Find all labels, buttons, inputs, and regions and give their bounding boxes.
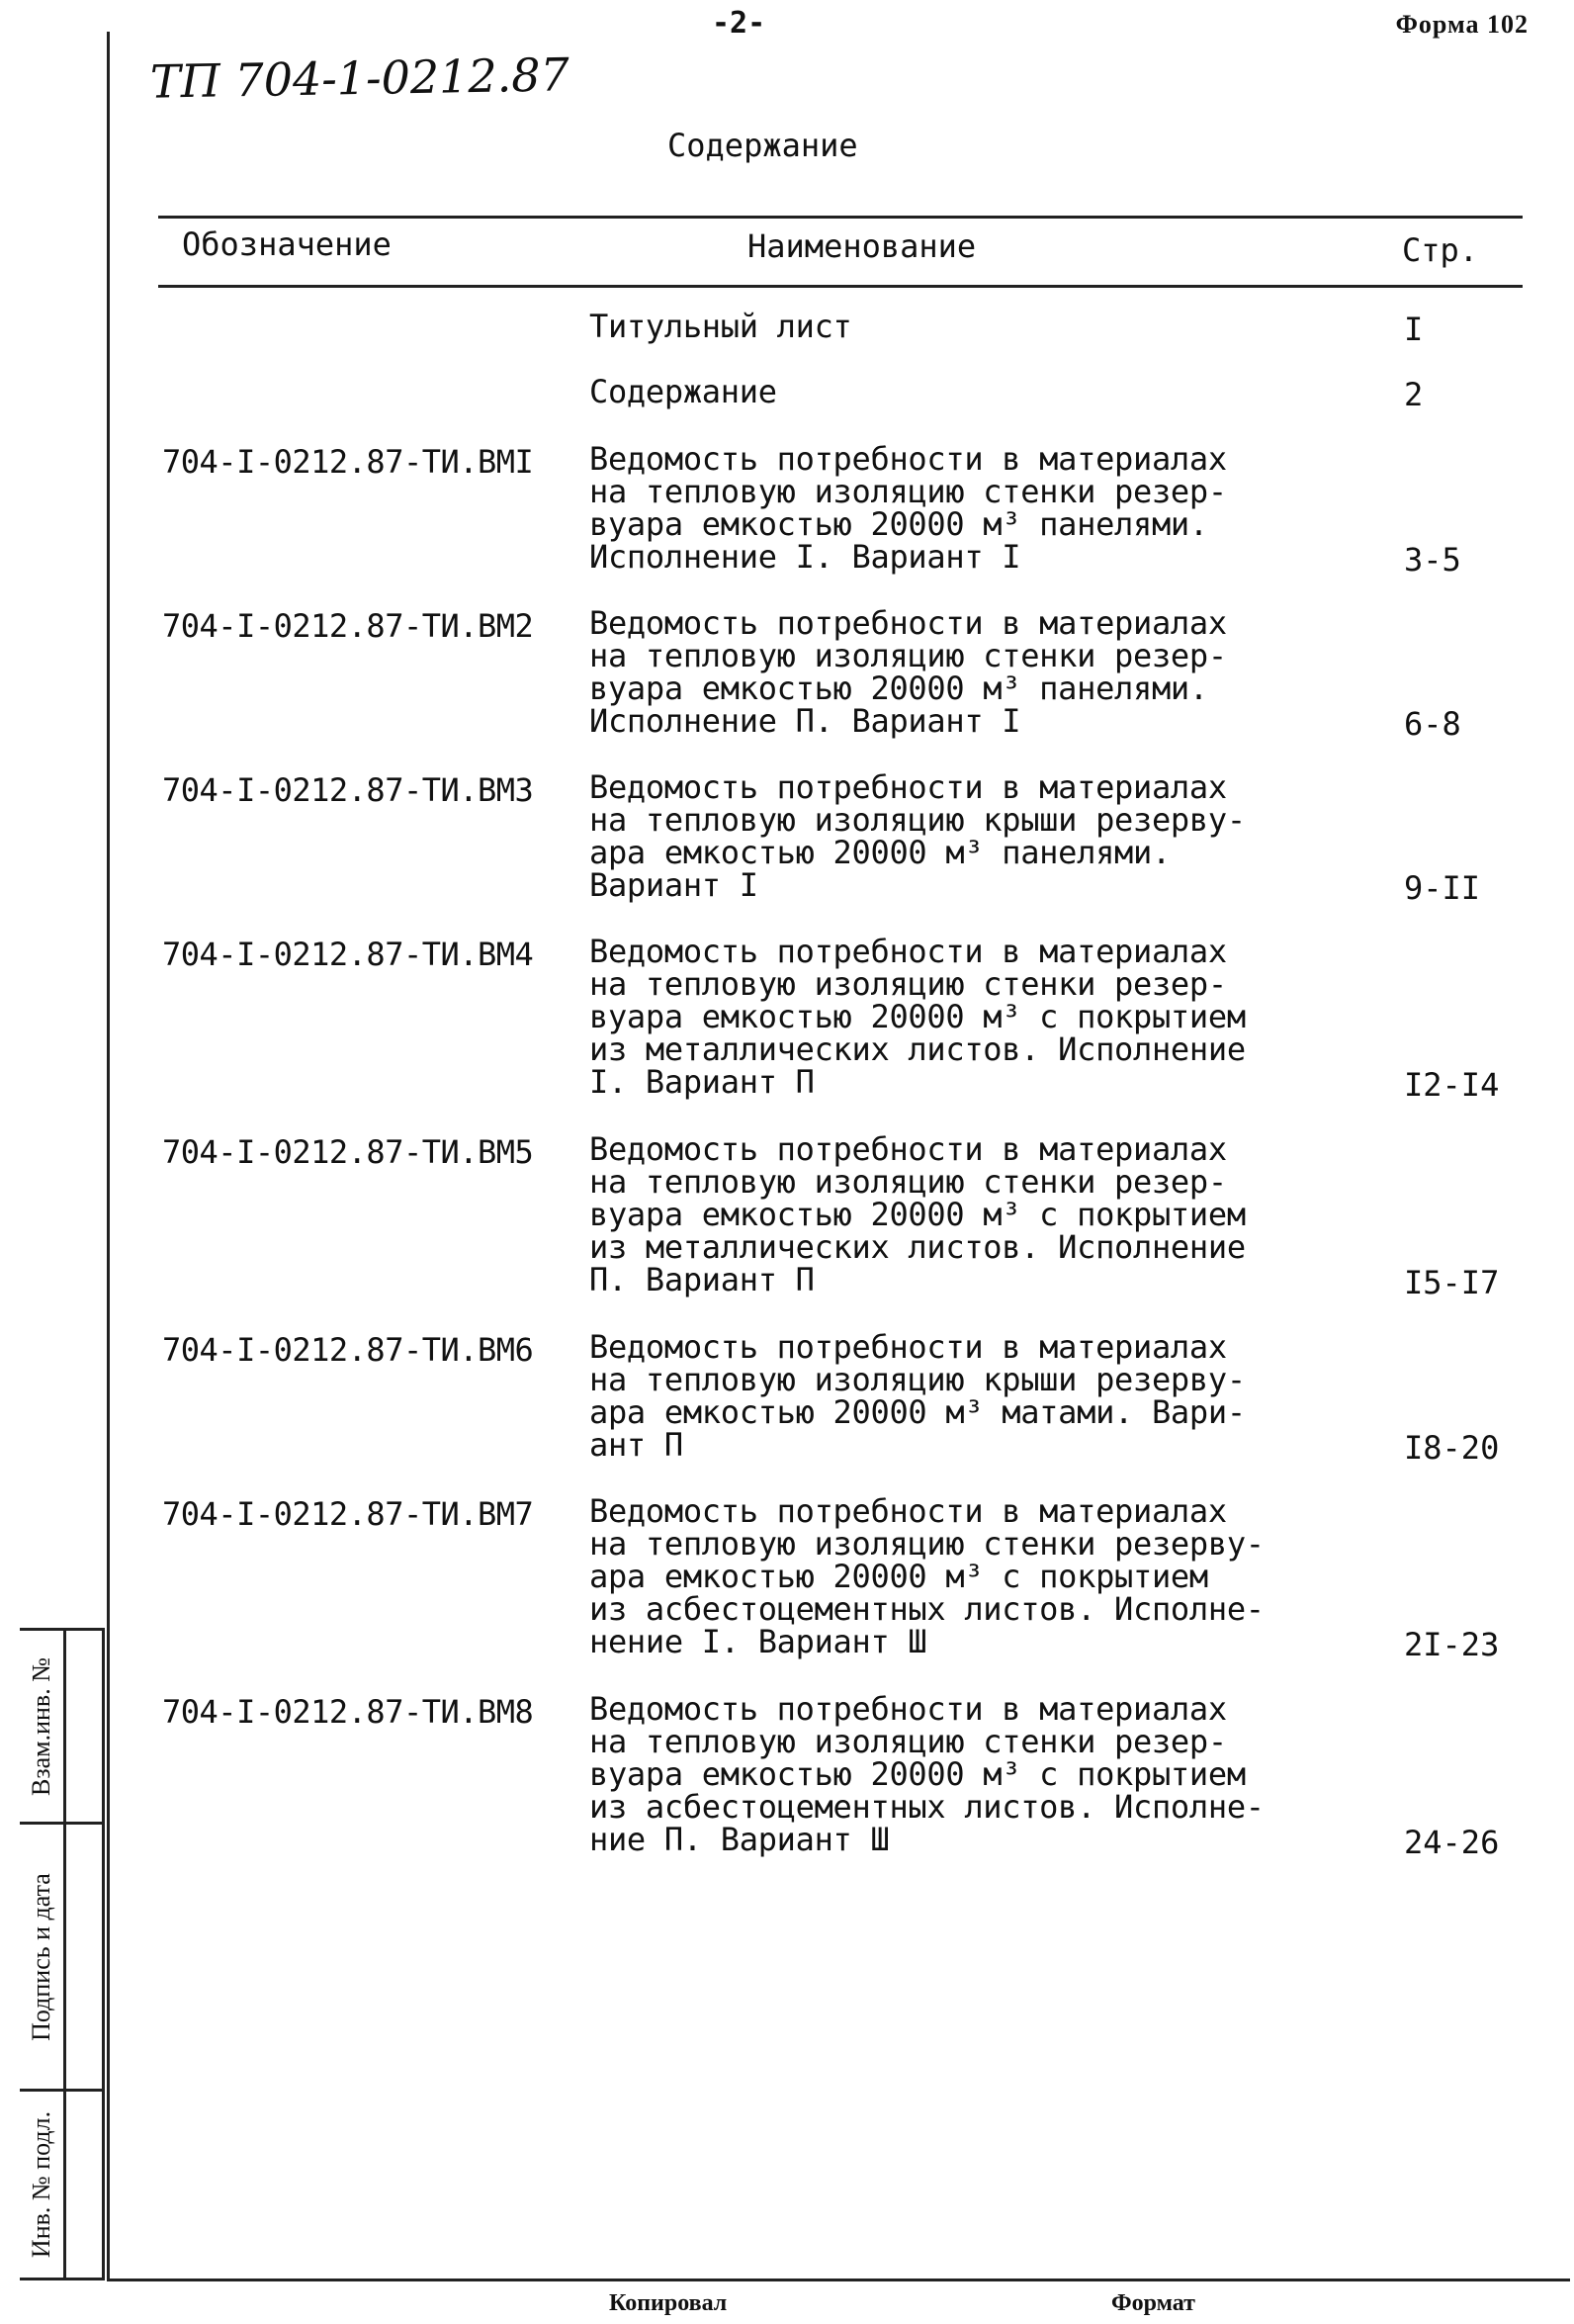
row-pages: I (1404, 311, 1424, 348)
row-code: 704-I-0212.87-ТИ.ВМ5 (162, 1133, 534, 1171)
row-pages: 3-5 (1404, 541, 1461, 579)
row-code: 704-I-0212.87-ТИ.ВМ3 (162, 771, 534, 809)
row-name: Ведомость потребности в материалах на тепловую изоляцию стенки резер- вуара емкостью 20000 м³ с покрытием из металлических листов. Исполнение I. Вариант П (589, 933, 1246, 1101)
row-pages: I5-I7 (1404, 1264, 1500, 1301)
table-row (0, 440, 1574, 579)
table-row (0, 768, 1574, 907)
column-header-page: Стр. (1402, 231, 1479, 269)
row-code: 704-I-0212.87-ТИ.ВМ8 (162, 1693, 534, 1731)
row-name: Ведомость потребности в материалах на тепловую изоляцию стенки резер- вуара емкостью 20000 м³ панелями. Исполнение П. Вариант I (589, 604, 1227, 740)
row-name: Ведомость потребности в материалах на тепловую изоляцию крыши резерву- ара емкостью 20000 м³ матами. Вари- ант П (589, 1328, 1246, 1464)
stamp-sidebar (20, 1628, 105, 2280)
sidebar-cell-signature (20, 1825, 105, 2092)
table-row (0, 1492, 1574, 1663)
row-pages: 9-II (1404, 869, 1481, 907)
row-pages: 2 (1404, 376, 1424, 413)
row-code: 704-I-0212.87-ТИ.ВМ2 (162, 607, 534, 645)
column-header-name: Наименование (747, 227, 977, 265)
footer-copied: Копировал (609, 2290, 728, 2316)
table-row (0, 1328, 1574, 1467)
table-row (0, 308, 1574, 348)
sidebar-label: Подпись и дата (27, 1872, 55, 2041)
row-pages: 2I-23 (1404, 1626, 1500, 1663)
row-pages: 6-8 (1404, 705, 1461, 743)
footer-format: Формат (1111, 2290, 1195, 2316)
sidebar-label: Взам.инв. № (27, 1656, 55, 1796)
row-code: 704-I-0212.87-ТИ.ВМ7 (162, 1495, 534, 1533)
table-row (0, 1130, 1574, 1301)
frame-bottom-border (107, 2279, 1570, 2281)
table-row (0, 604, 1574, 743)
form-label: Форма 102 (1395, 10, 1529, 39)
frame-left-border (107, 32, 110, 2280)
row-name: Содержание (589, 373, 777, 410)
row-pages: I8-20 (1404, 1429, 1500, 1467)
page-title: Содержание (667, 127, 858, 164)
table-header-rule (158, 285, 1523, 288)
row-code: 704-I-0212.87-ТИ.ВМ4 (162, 936, 534, 973)
row-pages: 24-26 (1404, 1824, 1500, 1861)
sidebar-cell-replacement (20, 1631, 105, 1825)
row-name: Ведомость потребности в материалах на тепловую изоляцию стенки резер- вуара емкостью 20000 м³ с покрытием из металлических листов. Исполнение П. Вариант П (589, 1130, 1246, 1298)
row-code: 704-I-0212.87-ТИ.ВМI (162, 443, 534, 481)
table-top-rule (158, 216, 1523, 219)
sidebar-label: Инв. № подл. (27, 2110, 55, 2259)
row-name: Ведомость потребности в материалах на тепловую изоляцию крыши резерву- ара емкостью 20000 м³ панелями. Вариант I (589, 768, 1246, 904)
row-name: Титульный лист (589, 308, 852, 345)
row-name: Ведомость потребности в материалах на тепловую изоляцию стенки резерву- ара емкостью 20000 м³ с покрытием из асбестоцементных листов. Исполне- нение I. Вариант Ш (589, 1492, 1265, 1660)
row-code: 704-I-0212.87-ТИ.ВМ6 (162, 1331, 534, 1369)
page-number: -2- (712, 6, 766, 41)
table-row (0, 933, 1574, 1104)
row-name: Ведомость потребности в материалах на тепловую изоляцию стенки резер- вуара емкостью 20000 м³ с покрытием из асбестоцементных листов. Исполне- ние П. Вариант Ш (589, 1690, 1265, 1858)
row-pages: I2-I4 (1404, 1066, 1500, 1104)
handwritten-note: ТП 704-1-0212.87 (149, 47, 570, 109)
row-name: Ведомость потребности в материалах на тепловую изоляцию стенки резер- вуара емкостью 20000 м³ панелями. Исполнение I. Вариант I (589, 440, 1227, 576)
column-header-designation: Обозначение (182, 225, 392, 263)
sidebar-cell-inventory (20, 2092, 105, 2278)
table-row (0, 373, 1574, 413)
